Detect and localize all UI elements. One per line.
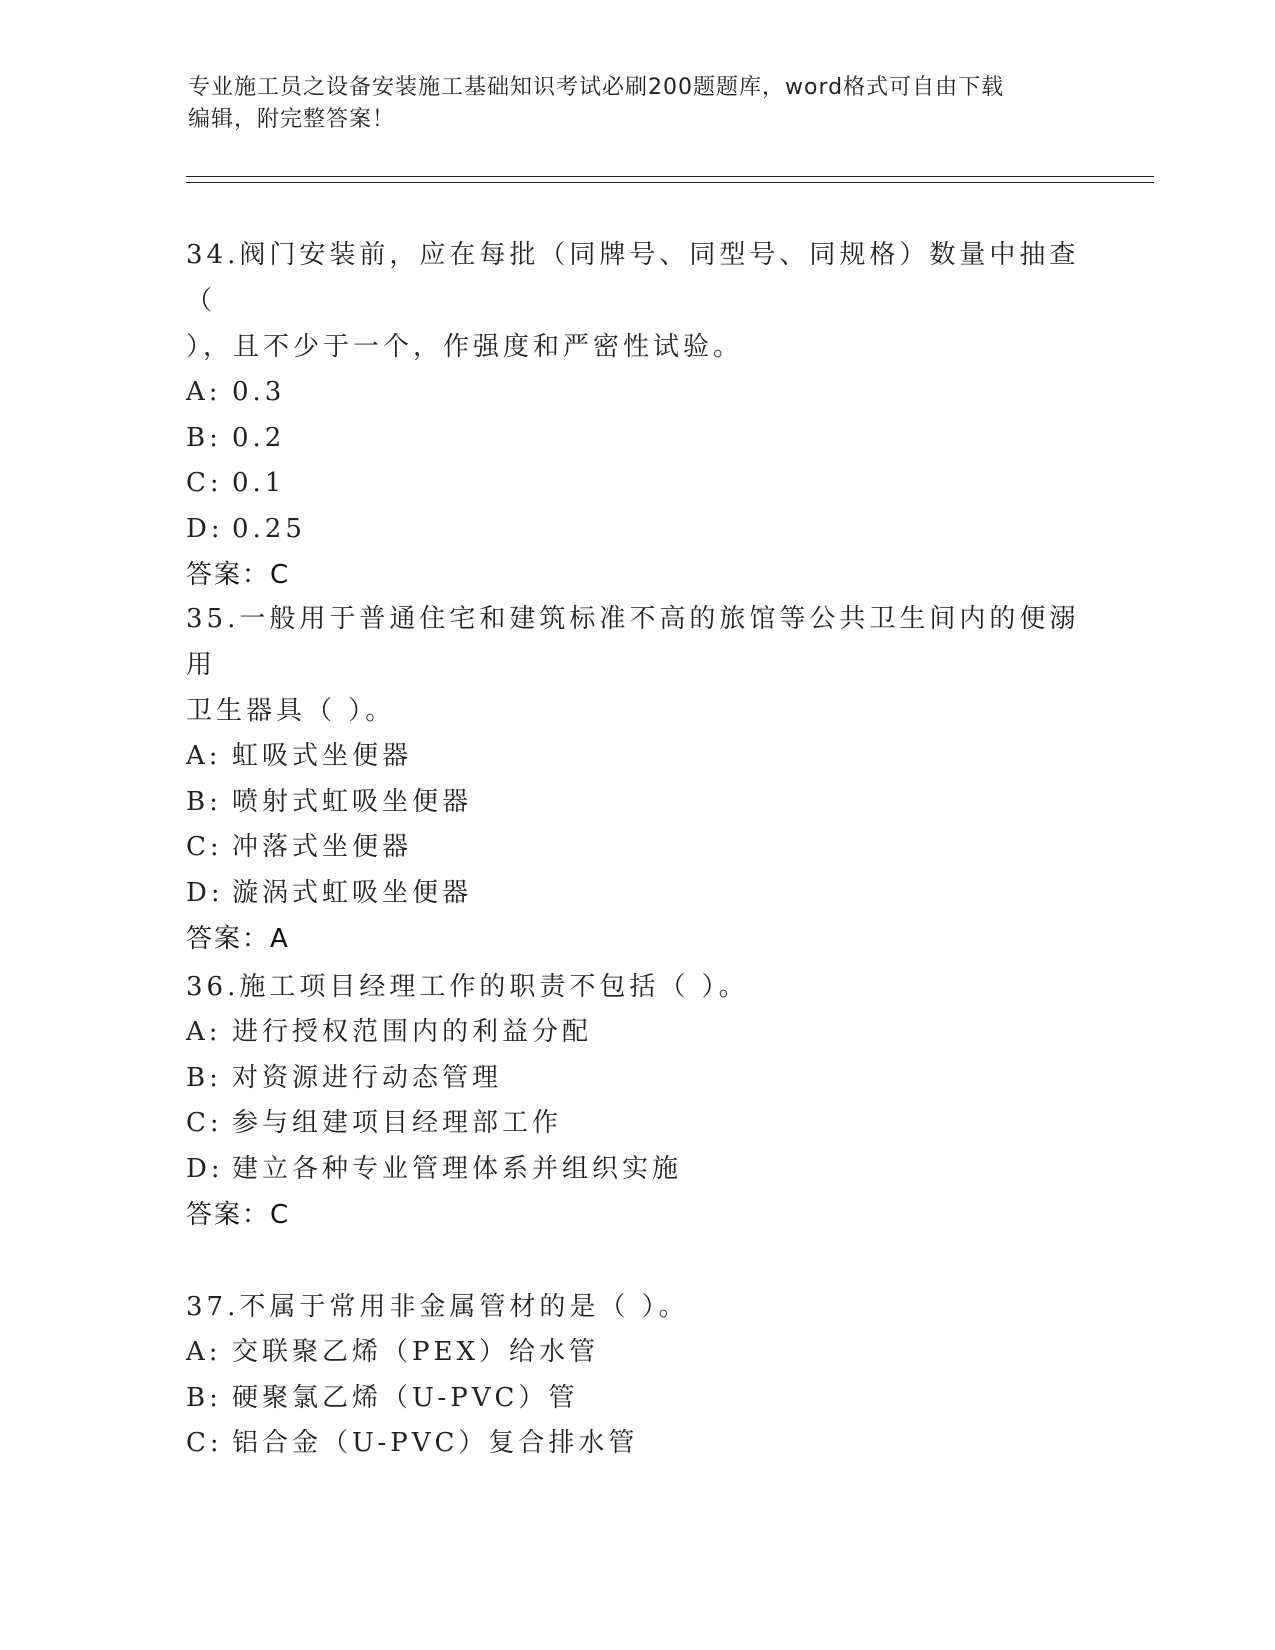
- option-letter: C:: [186, 1108, 223, 1139]
- option-text: 虹吸式坐便器: [232, 741, 413, 771]
- question-34: [186, 232, 1086, 598]
- option-a: [186, 1010, 1086, 1056]
- option-letter: A:: [186, 1017, 222, 1047]
- option-text: 漩涡式虹吸坐便器: [232, 877, 473, 908]
- option-letter: D:: [186, 513, 224, 544]
- option-c: [186, 461, 1086, 507]
- option-text: 进行授权范围内的利益分配: [232, 1017, 593, 1047]
- option-letter: B:: [186, 1062, 222, 1093]
- question-text-line: ），且不少于一个，作强度和严密性试验。: [186, 332, 744, 362]
- option-text: 0.1: [232, 468, 286, 499]
- option-letter: D:: [186, 1153, 224, 1184]
- option-text: 对资源进行动态管理: [232, 1062, 503, 1093]
- answer-line: 答案：A: [186, 924, 290, 955]
- option-a: [186, 734, 1086, 780]
- option-b: [186, 416, 1086, 462]
- question-text-line: 37.不属于常用非金属管材的是（ ）。: [186, 1292, 689, 1322]
- question-37: [186, 1284, 1086, 1467]
- document-header: [188, 72, 1088, 136]
- option-text: 0.25: [232, 513, 306, 544]
- header-title-line-2: 编辑，附完整答案！: [188, 107, 396, 132]
- question-text-line: 34.阀门安装前，应在每批（同牌号、同型号、同规格）数量中抽查（: [186, 240, 1080, 316]
- option-letter: A:: [186, 1337, 222, 1367]
- option-letter: C:: [186, 468, 223, 499]
- option-text: 交联聚乙烯（PEX）给水管: [232, 1337, 599, 1367]
- header-divider-top: [186, 176, 1154, 177]
- question-text-line: 35.一般用于普通住宅和建筑标准不高的旅馆等公共卫生间内的便溺用: [186, 604, 1080, 680]
- option-c: [186, 1421, 1086, 1467]
- option-letter: A:: [186, 741, 222, 771]
- option-letter: B:: [186, 786, 222, 817]
- option-c: [186, 1101, 1086, 1147]
- option-text: 铝合金（U-PVC）复合排水管: [232, 1428, 639, 1459]
- option-d: [186, 871, 1086, 917]
- option-d: [186, 1147, 1086, 1193]
- question-36: [186, 964, 1086, 1238]
- option-text: 冲落式坐便器: [232, 832, 413, 863]
- option-letter: C:: [186, 832, 223, 863]
- option-a: [186, 1330, 1086, 1376]
- option-a: [186, 370, 1086, 416]
- option-text: 0.3: [232, 377, 286, 407]
- option-d: [186, 507, 1086, 553]
- option-b: [186, 1056, 1086, 1102]
- option-letter: A:: [186, 377, 222, 407]
- option-letter: D:: [186, 877, 224, 908]
- option-text: 喷射式虹吸坐便器: [232, 786, 473, 817]
- answer-line: 答案：C: [186, 560, 291, 591]
- header-divider-bottom: [186, 182, 1154, 183]
- option-letter: B:: [186, 422, 222, 453]
- option-b: [186, 1376, 1086, 1422]
- option-text: 参与组建项目经理部工作: [232, 1108, 563, 1139]
- option-b: [186, 780, 1086, 826]
- answer-line: 答案：C: [186, 1200, 291, 1231]
- question-text: [186, 232, 1086, 370]
- question-text: [186, 1284, 1086, 1330]
- question-text: [186, 596, 1086, 734]
- option-text: 建立各种专业管理体系并组织实施: [232, 1153, 683, 1184]
- option-c: [186, 825, 1086, 871]
- question-text: [186, 964, 1086, 1010]
- question-text-line: 36.施工项目经理工作的职责不包括（ ）。: [186, 972, 749, 1002]
- question-35: [186, 596, 1086, 962]
- option-letter: B:: [186, 1382, 222, 1413]
- option-text: 硬聚氯乙烯（U-PVC）管: [232, 1382, 579, 1413]
- option-letter: C:: [186, 1428, 223, 1459]
- header-title-line-1: 专业施工员之设备安装施工基础知识考试必刷200题题库，word格式可自由下载: [188, 75, 1005, 100]
- question-text-line: 卫生器具（ ）。: [186, 696, 396, 726]
- option-text: 0.2: [232, 422, 286, 453]
